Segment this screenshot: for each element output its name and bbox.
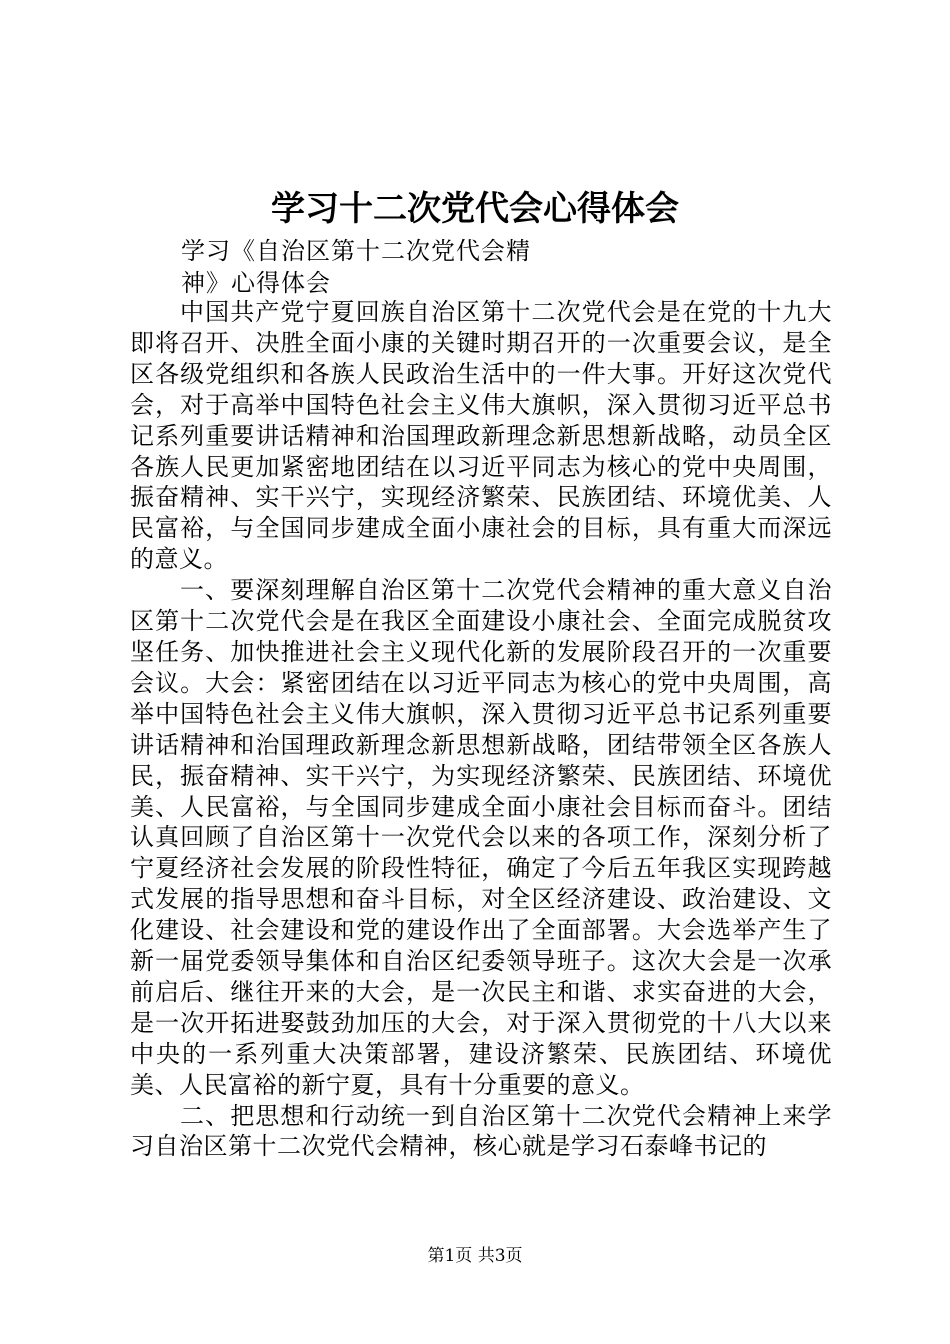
document-body — [130, 297, 832, 1162]
body-paragraph: 一、要深刻理解自治区第十二次党代会精神的重大意义自治区第十二次党代会是在我区全面建设小康社会、全面完成脱贫攻坚任务、加快推进社会主义现代化新的发展阶段召开的一次重要会议。大会：紧密团结在以习近平同志为核心的党中央周围，高举中国特色社会主义伟大旗帜，深入贯彻习近平总书记系列重要讲话精神和治国理政新理念新思想新战略，团结带领全区各族人民，振奋精神、实干兴宁，为实现经济繁荣、民族团结、环境优美、人民富裕，与全国同步建成全面小康社会目标而奋斗。团结认真回顾了自治区第十一次党代会以来的各项工作，深刻分析了宁夏经济社会发展的阶段性特征，确定了今后五年我区实现跨越式发展的指导思想和奋斗目标，对全区经济建设、政治建设、文化建设、社会建设和党的建设作出了全面部署。大会选举产生了新一届党委领导集体和自治区纪委领导班子。这次大会是一次承前启后、继往开来的大会，是一次民主和谐、求实奋进的大会，是一次开拓进娶鼓劲加压的大会，对于深入贯彻党的十八大以来中央的一系列重大决策部署，建设济繁荣、民族团结、环境优美、人民富裕的新宁夏，具有十分重要的意义。 — [130, 576, 832, 1099]
document-title: 学习十二次党代会心得体会 — [271, 189, 679, 229]
page-footer: 第1页 共3页 — [427, 1246, 523, 1266]
document-subtitle: 学习《自治区第十二次党代会精神》心得体会 — [181, 237, 531, 297]
body-paragraph: 中国共产党宁夏回族自治区第十二次党代会是在党的十九大即将召开、决胜全面小康的关键时期召开的一次重要会议，是全区各级党组织和各族人民政治生活中的一件大事。开好这次党代会，对于高举中国特色社会主义伟大旗帜，深入贯彻习近平总书记系列重要讲话精神和治国理政新理念新思想新战略，动员全区各族人民更加紧密地团结在以习近平同志为核心的党中央周围，振奋精神、实干兴宁，实现经济繁荣、民族团结、环境优美、人民富裕，与全国同步建成全面小康社会的目标，具有重大而深远的意义。 — [130, 298, 832, 574]
body-paragraph: 二、把思想和行动统一到自治区第十二次党代会精神上来学习自治区第十二次党代会精神，核心就是学习石泰峰书记的 — [130, 1101, 832, 1161]
